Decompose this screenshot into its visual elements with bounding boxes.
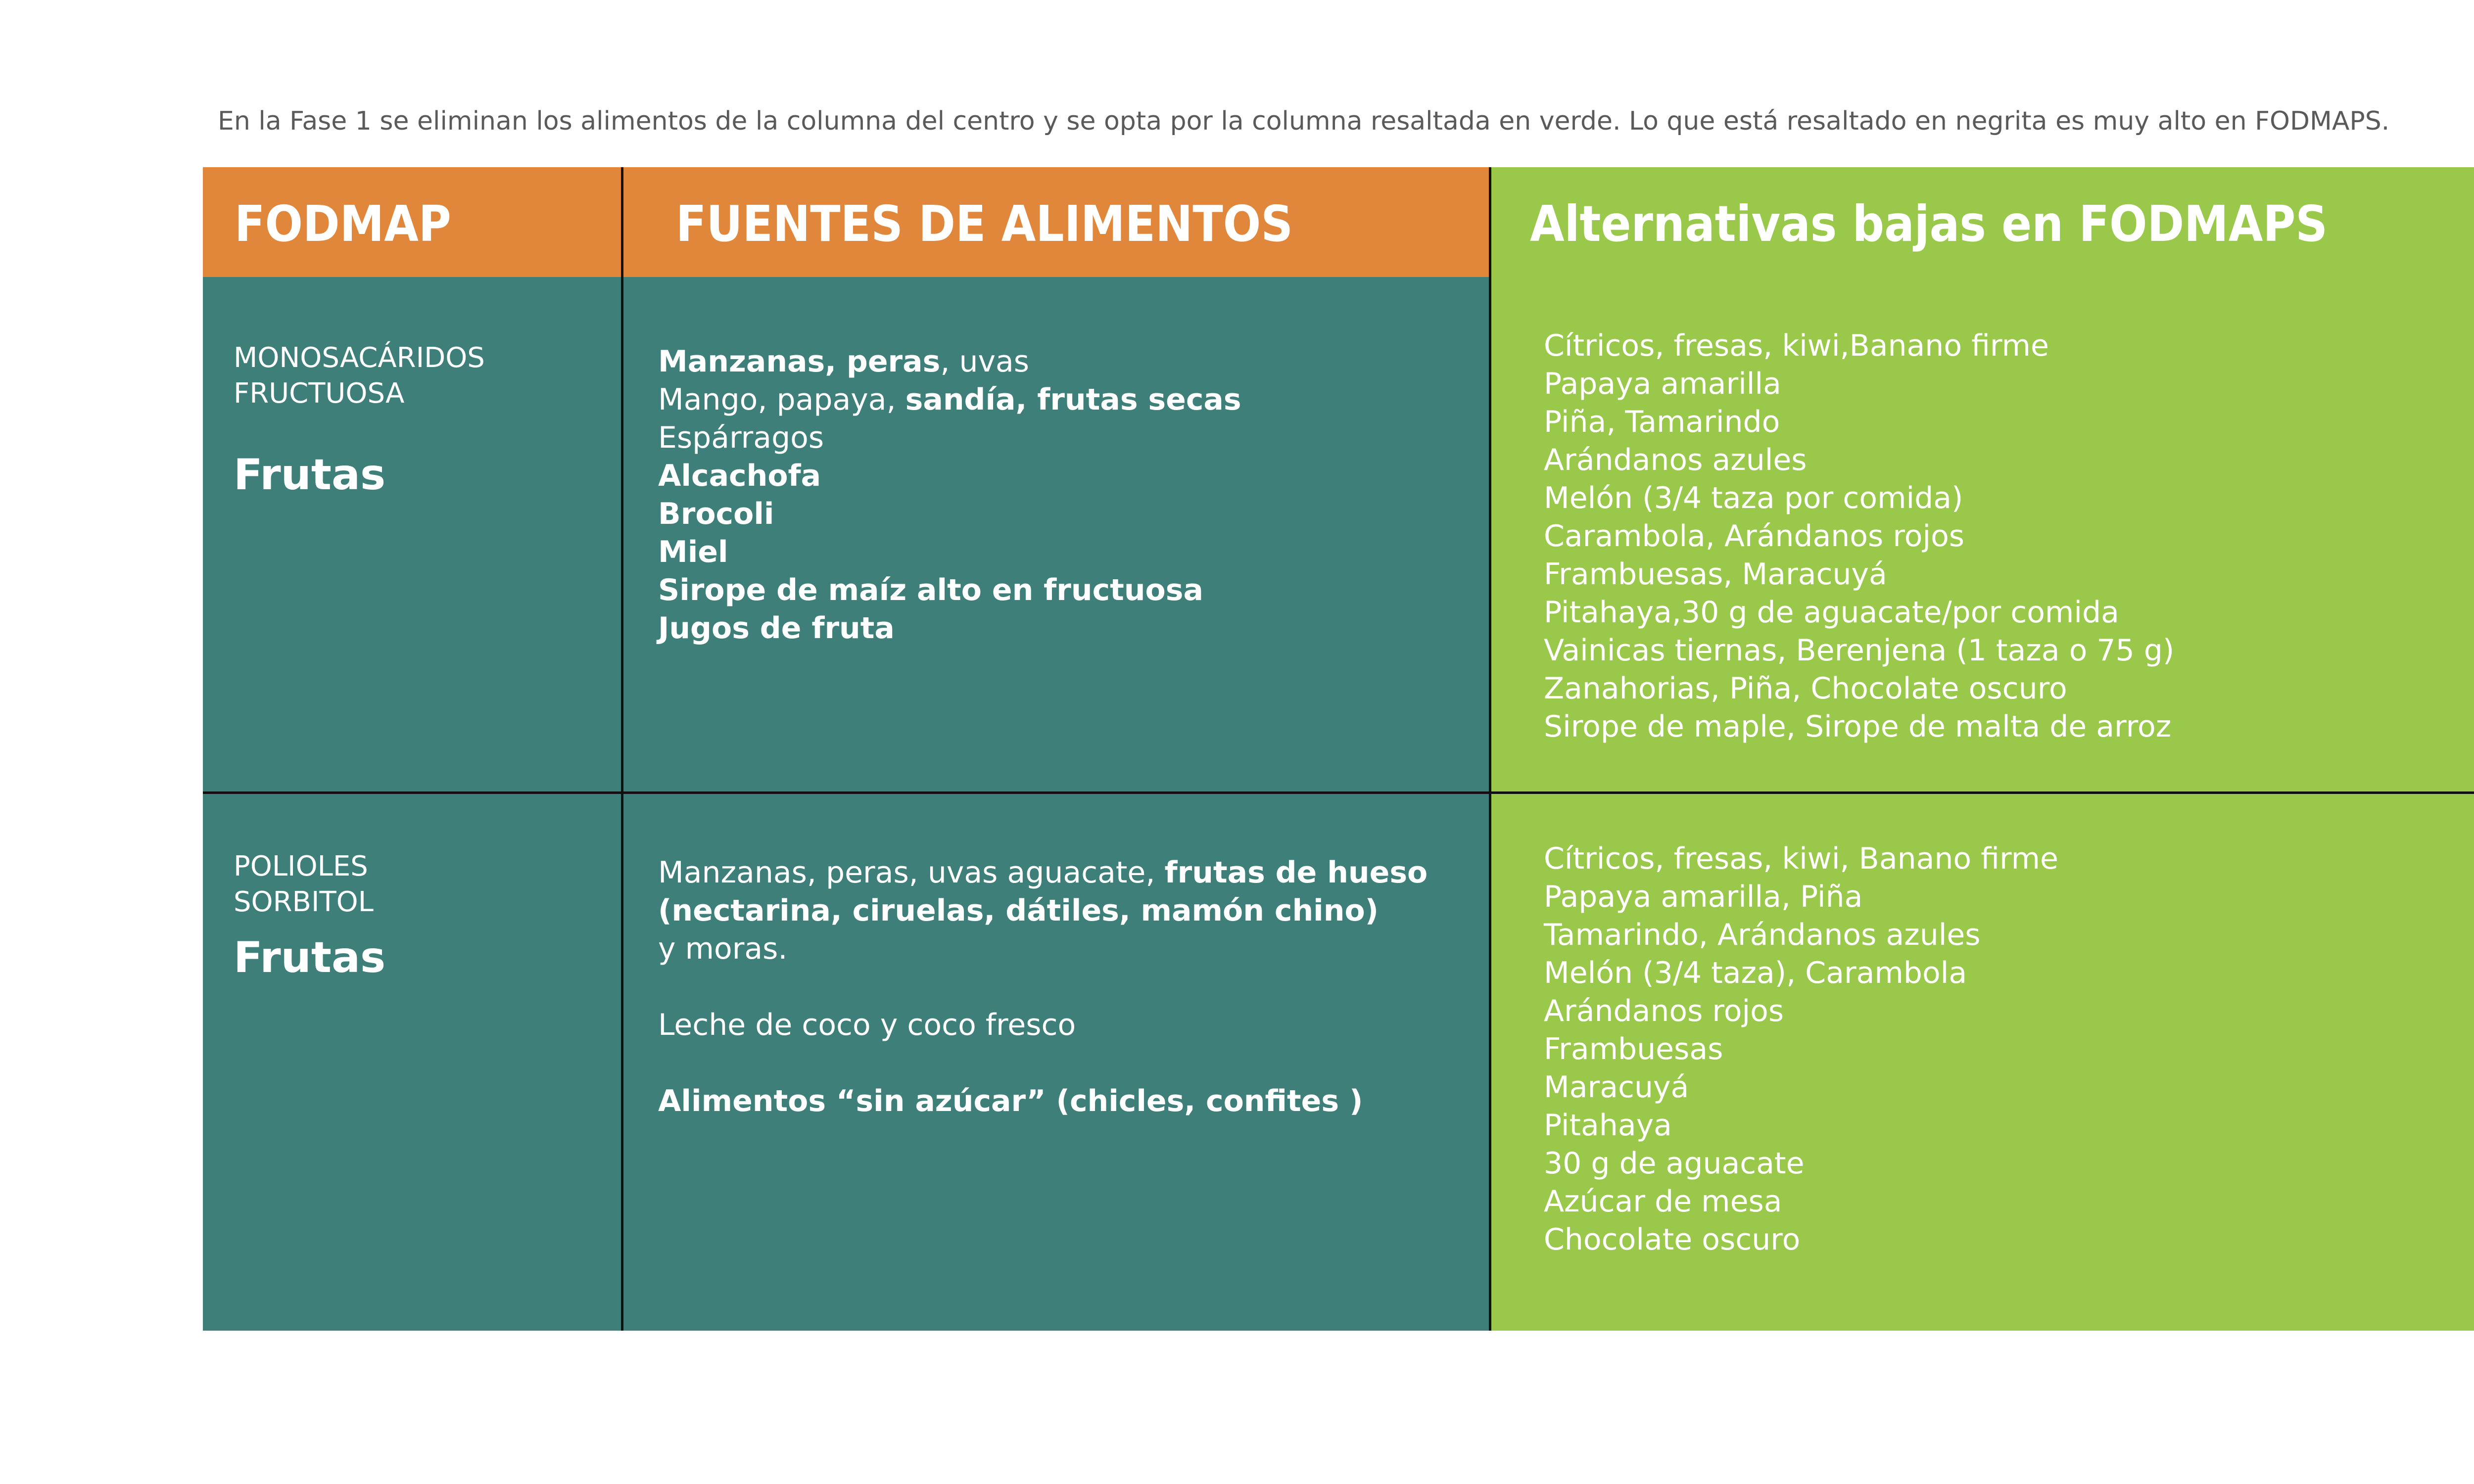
instruction-note: En la Fase 1 se eliminan los alimentos de la columna del centro y se opta por la columna resaltada en verde. Lo que está resaltado en negrita es muy alto en FODMAPS. <box>218 106 2390 136</box>
row1-group: Frutas <box>234 450 386 500</box>
row2-alt-item: Azúcar de mesa <box>1544 1184 1782 1219</box>
header-alternativas-cell <box>1490 167 2474 277</box>
row2-alt-item: Tamarindo, Arándanos azules <box>1544 918 1981 952</box>
row1-alt-item: Frambuesas, Maracuyá <box>1544 557 1887 592</box>
row2-sources <box>658 854 1427 1120</box>
row1-source-line8: Jugos de fruta <box>658 611 895 646</box>
row2-source-line1 <box>658 854 1427 892</box>
row2-alt-item: Chocolate oscuro <box>1544 1222 1801 1257</box>
row2-group: Frutas <box>234 933 386 982</box>
row1-source-line7: Sirope de maíz alto en fructuosa <box>658 573 1203 607</box>
header-alternativas: Alternativas bajas en FODMAPS <box>1530 195 2328 253</box>
row2-alt-item: Frambuesas <box>1544 1032 1723 1067</box>
row1-source-line2-bold: sandía, frutas secas <box>905 382 1241 417</box>
row2-source-spacer <box>658 1044 1427 1082</box>
row1-alt-item: Vainicas tiernas, Berenjena (1 taza o 75 g) <box>1544 633 2175 668</box>
row2-source-line4: Leche de coco y coco fresco <box>658 1008 1076 1042</box>
row1-source-line1-bold: Manzanas, peras <box>658 344 941 379</box>
row2-source-line1-start: Manzanas, peras, uvas aguacate, <box>658 855 1165 890</box>
row1-alt-item: Zanahorias, Piña, Chocolate oscuro <box>1544 671 2067 706</box>
row2-source-spacer <box>658 968 1427 1006</box>
row2-alt-item: Arándanos rojos <box>1544 994 1784 1028</box>
row2-source-line3: y moras. <box>658 931 788 966</box>
row1-alt-item: Cítricos, fresas, kiwi,Banano firme <box>1544 328 2049 363</box>
row2-category <box>234 849 374 920</box>
divider-row <box>203 791 2474 794</box>
row2-alt-item: 30 g de aguacate <box>1544 1146 1805 1181</box>
row2-alternatives <box>1544 840 2058 1259</box>
row1-sources <box>658 343 1241 648</box>
row1-category-line2: FRUCTUOSA <box>234 377 405 410</box>
row2-alt-item: Cítricos, fresas, kiwi, Banano firme <box>1544 841 2058 876</box>
header-fodmap-cell <box>203 167 622 277</box>
row2-alt-item: Melón (3/4 taza), Carambola <box>1544 956 1967 990</box>
row2-source-line2: (nectarina, ciruelas, dátiles, mamón chino) <box>658 893 1379 928</box>
row1-source-line1 <box>658 343 1241 381</box>
row1-source-line2-start: Mango, papaya, <box>658 382 905 417</box>
row2-source-line5: Alimentos “sin azúcar” (chicles, confites ) <box>658 1084 1363 1118</box>
row2-category-line2: SORBITOL <box>234 886 374 918</box>
row1-alt-item: Carambola, Arándanos rojos <box>1544 519 1965 554</box>
row1-alt-item: Pitahaya,30 g de aguacate/por comida <box>1544 595 2119 630</box>
row1-alt-item: Piña, Tamarindo <box>1544 405 1780 439</box>
row1-alt-item: Melón (3/4 taza por comida) <box>1544 481 1963 515</box>
row1-source-line4: Alcachofa <box>658 459 821 493</box>
row1-alternatives <box>1544 327 2174 746</box>
row1-source-line5: Brocoli <box>658 497 774 531</box>
row1-source-line1-rest: , uvas <box>940 344 1030 379</box>
row1-alt-item: Arándanos azules <box>1544 443 1807 477</box>
row1-category <box>234 340 485 412</box>
header-fuentes-cell <box>622 167 1490 277</box>
row1-source-line6: Miel <box>658 535 728 569</box>
row2-alt-item: Papaya amarilla, Piña <box>1544 880 1863 914</box>
row1-source-line2 <box>658 381 1241 419</box>
row2-alt-item: Maracuyá <box>1544 1070 1689 1105</box>
row1-alt-item: Sirope de maple, Sirope de malta de arroz <box>1544 709 2172 744</box>
fodmap-table <box>203 167 2474 1331</box>
row1-alt-item: Papaya amarilla <box>1544 367 1781 401</box>
header-fuentes: FUENTES DE ALIMENTOS <box>676 195 1293 253</box>
row1-category-line1: MONOSACÁRIDOS <box>234 342 485 374</box>
row2-category-line1: POLIOLES <box>234 850 368 882</box>
row2-alt-item: Pitahaya <box>1544 1108 1672 1143</box>
header-fodmap: FODMAP <box>235 195 451 253</box>
row1-source-line3: Espárragos <box>658 420 824 455</box>
divider-col1 <box>621 167 623 1331</box>
row2-source-line1-bold: frutas de hueso <box>1164 855 1428 890</box>
divider-col2 <box>1489 167 1491 1331</box>
